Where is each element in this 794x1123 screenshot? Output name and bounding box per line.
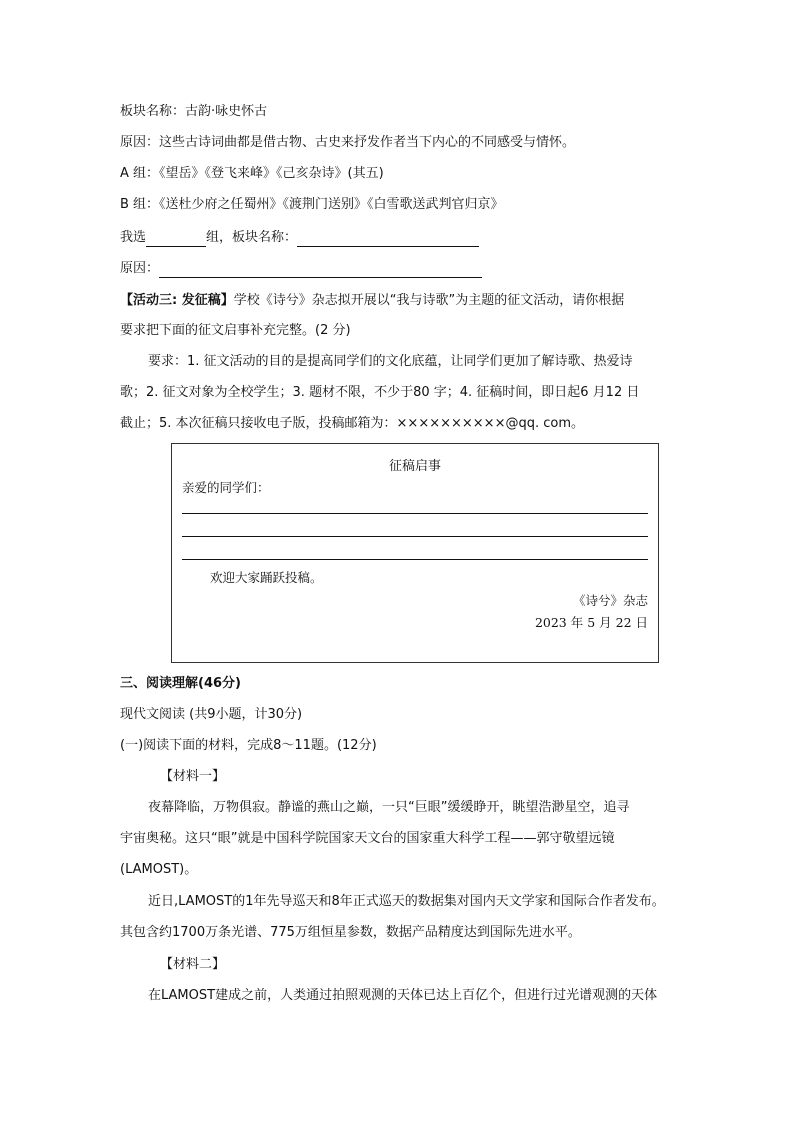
material2-label: 【材料二】 (160, 957, 226, 972)
requirement-line1: 要求：1. 征文活动的目的是提高同学们的文化底蕴，让同学们更加了解诗歌、热爱诗 (148, 354, 633, 369)
group-answer-blank[interactable] (146, 232, 206, 247)
notice-box (171, 443, 659, 663)
answer-line-3[interactable] (182, 559, 648, 560)
reason-label: 原因： (120, 261, 160, 276)
notice-welcome: 欢迎大家踊跃投稿。 (210, 570, 323, 585)
requirement-line3: 截止；5. 本次征稿只接收电子版，投稿邮箱为：××××××××××@qq. com。 (120, 416, 584, 431)
activity3-intro-line2: 要求把下面的征文启事补充完整。(2 分) (120, 323, 351, 338)
reading-part-title: (一)阅读下面的材料，完成8～11题。(12分) (120, 738, 377, 753)
m2-p1-line1: 在LAMOST建成之前，人类通过拍照观测的天体已达上百亿个，但进行过光谱观测的天体 (148, 988, 658, 1003)
group-a-line: A 组：《望岳》《登飞来峰》《己亥杂诗》(其五) (120, 166, 384, 181)
answer-line-2[interactable] (182, 536, 648, 537)
choose-line (120, 229, 479, 247)
reason-line: 原因：这些古诗词曲都是借古物、古史来抒发作者当下内心的不同感受与情怀。 (120, 135, 576, 150)
material1-label: 【材料一】 (160, 769, 226, 784)
group-b-line: B 组：《送杜少府之任蜀州》《渡荆门送别》《白雪歌送武判官归京》 (120, 197, 504, 212)
board-name-line: 板块名称：古韵·咏史怀古 (120, 104, 268, 119)
board-name-label: 组，板块名称： (206, 230, 298, 245)
reading-section-title: 三、阅读理解(46分) (120, 676, 241, 691)
m1-p1-line1: 夜幕降临，万物俱寂。静谧的燕山之巅，一只“巨眼”缓缓睁开，眺望浩渺星空，追寻 (148, 800, 630, 815)
m1-p1-line3: (LAMOST)。 (120, 862, 198, 877)
reading-subtitle: 现代文阅读 (共9小题，计30分) (120, 707, 303, 722)
activity3-heading: 【活动三: 发征稿】 (120, 293, 234, 308)
activity3-intro-text: 学校《诗兮》杂志拟开展以“我与诗歌”为主题的征文活动，请你根据 (233, 293, 625, 308)
notice-signature: 《诗兮》杂志 (572, 593, 648, 608)
choose-label: 我选 (120, 230, 147, 245)
reason-answer-line (120, 260, 482, 278)
answer-line-1[interactable] (182, 513, 648, 514)
notice-title: 征稿启事 (388, 459, 441, 474)
board-name-answer-blank[interactable] (297, 232, 479, 247)
requirement-line2: 歌；2. 征文对象为全校学生；3. 题材不限，不少于80 字；4. 征稿时间，即日起6 月12 日 (120, 385, 640, 400)
notice-date: 2023 年 5 月 22 日 (534, 615, 648, 630)
activity3-intro-line1 (120, 292, 624, 310)
notice-greeting: 亲爱的同学们： (182, 480, 270, 495)
m1-p2-line1: 近日,LAMOST的1年先导巡天和8年正式巡天的数据集对国内天文学家和国际合作者发布。 (148, 894, 665, 909)
m1-p2-line2: 其包含约1700万条光谱、775万组恒星参数，数据产品精度达到国际先进水平。 (120, 925, 581, 940)
m1-p1-line2: 宇宙奥秘。这只“眼”就是中国科学院国家天文台的国家重大科学工程——郭守敬望远镜 (120, 831, 615, 846)
reason-answer-blank[interactable] (159, 263, 482, 278)
